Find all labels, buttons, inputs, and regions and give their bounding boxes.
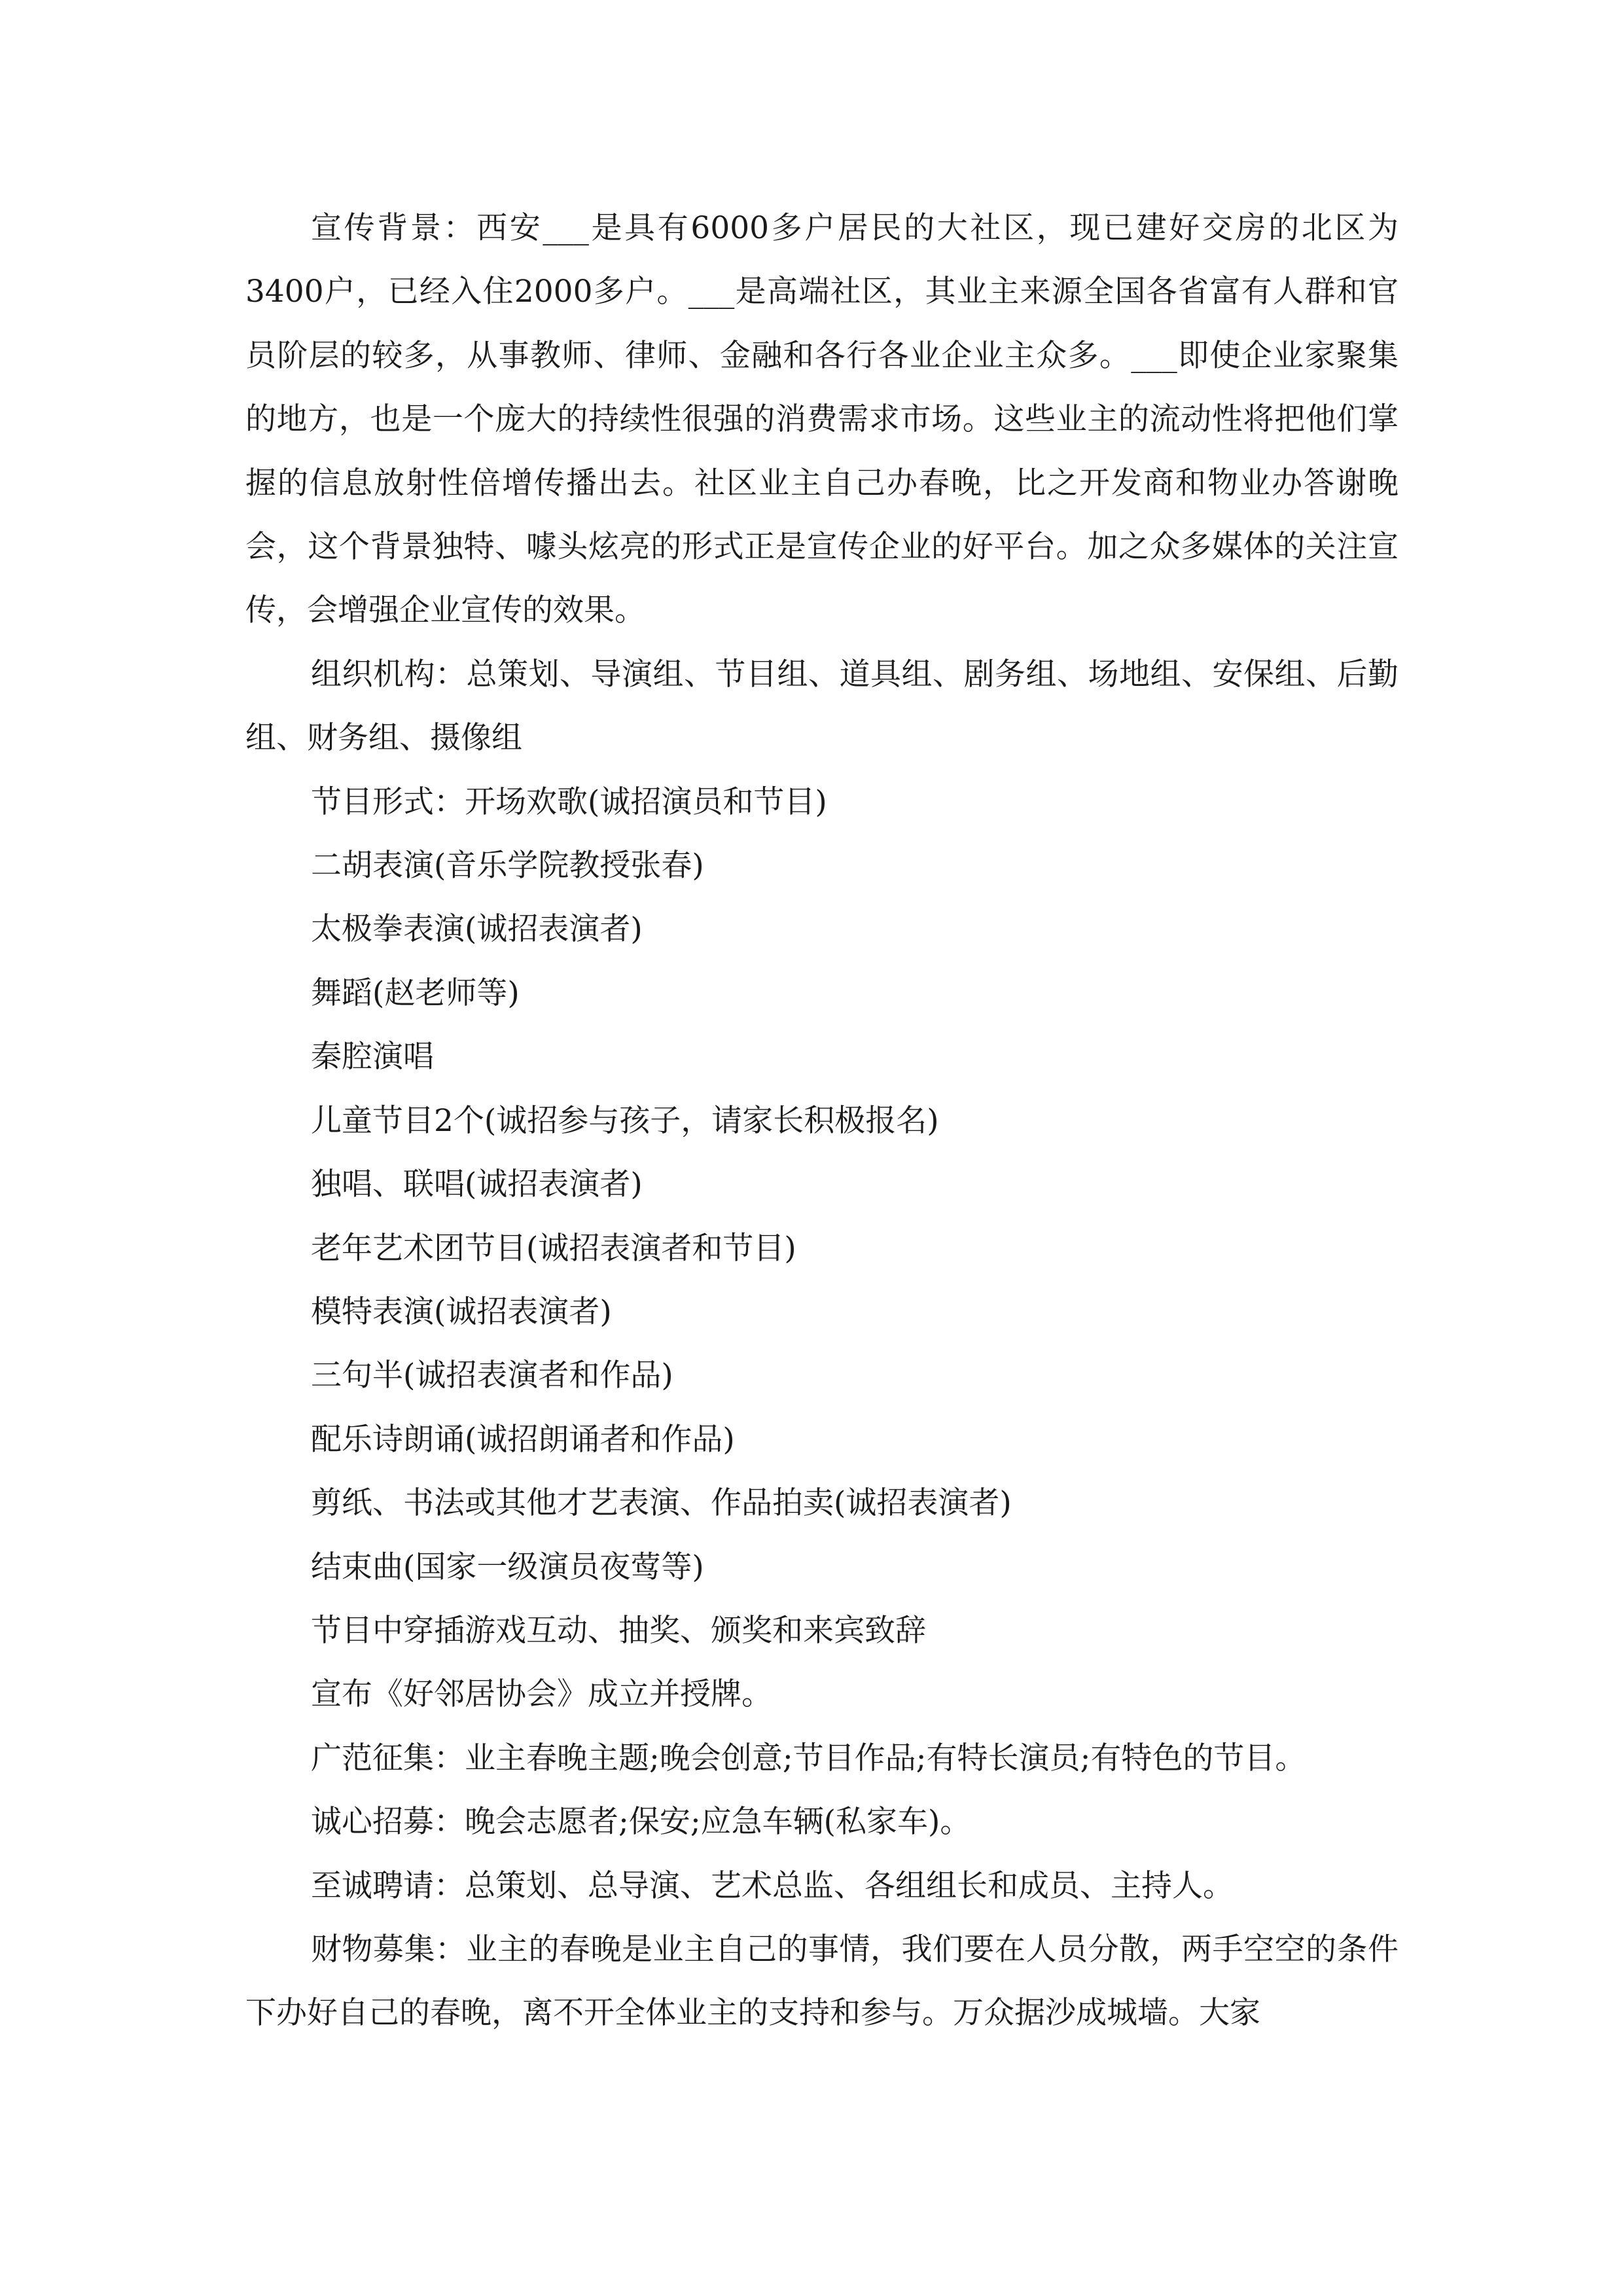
program-item: 独唱、联唱(诚招表演者)	[311, 1166, 643, 1203]
paragraph-background: 宣传背景：西安___是具有6000多户居民的大社区，现已建好交房的北区为3400户，已经入住2000多户。___是高端社区，其业主来源全国各省富有人群和官员阶层的较多，从事教师、律师、金融和各行各业企业主众多。___即使企业家聚集的地方，也是一个庞大的持续性很强的消费需求市场。这些业主的流动性将把他们掌握的信息放射性倍增传播出去。社区业主自己办春晚，比之开发商和物业办答谢晚会，这个背景独特、噱头炫亮的形式正是宣传企业的好平台。加之众多媒体的关注宣传，会增强企业宣传的效果。	[245, 210, 1399, 629]
program-item: 秦腔演唱	[311, 1039, 434, 1075]
hiring-line: 至诚聘请：总策划、总导演、艺术总监、各组组长和成员、主持人。	[311, 1867, 1234, 1904]
program-item: 舞蹈(赵老师等)	[311, 975, 520, 1011]
program-item: 老年艺术团节目(诚招表演者和节目)	[311, 1230, 796, 1266]
program-item: 剪纸、书法或其他才艺表演、作品拍卖(诚招表演者)	[311, 1485, 1012, 1522]
program-item: 儿童节目2个(诚招参与孩子，请家长积极报名)	[311, 1102, 939, 1139]
collection-line: 广范征集：业主春晚主题;晚会创意;节目作品;有特长演员;有特色的节目。	[311, 1740, 1306, 1776]
program-item: 节目中穿插游戏互动、抽奖、颁奖和来宾致辞	[311, 1612, 926, 1649]
program-item: 宣布《好邻居协会》成立并授牌。	[311, 1676, 772, 1713]
paragraph-donations: 财物募集：业主的春晚是业主自己的事情，我们要在人员分散，两手空空的条件下办好自己的春晚，离不开全体业主的支持和参与。万众据沙成城墙。大家	[245, 1931, 1399, 2032]
recruitment-line: 诚心招募：晚会志愿者;保安;应急车辆(私家车)。	[311, 1804, 971, 1840]
program-item: 配乐诗朗诵(诚招朗诵者和作品)	[311, 1421, 735, 1458]
program-item: 三句半(诚招表演者和作品)	[311, 1357, 673, 1394]
program-item: 节目形式：开场欢歌(诚招演员和节目)	[311, 783, 827, 820]
program-item: 结束曲(国家一级演员夜莺等)	[311, 1549, 704, 1585]
document-body	[245, 196, 1399, 2045]
program-item: 太极拳表演(诚招表演者)	[311, 911, 643, 948]
paragraph-organization: 组织机构：总策划、导演组、节目组、道具组、剧务组、场地组、安保组、后勤组、财务组、摄像组	[245, 656, 1399, 757]
program-item: 模特表演(诚招表演者)	[311, 1293, 612, 1330]
program-item: 二胡表演(音乐学院教授张春)	[311, 848, 704, 884]
